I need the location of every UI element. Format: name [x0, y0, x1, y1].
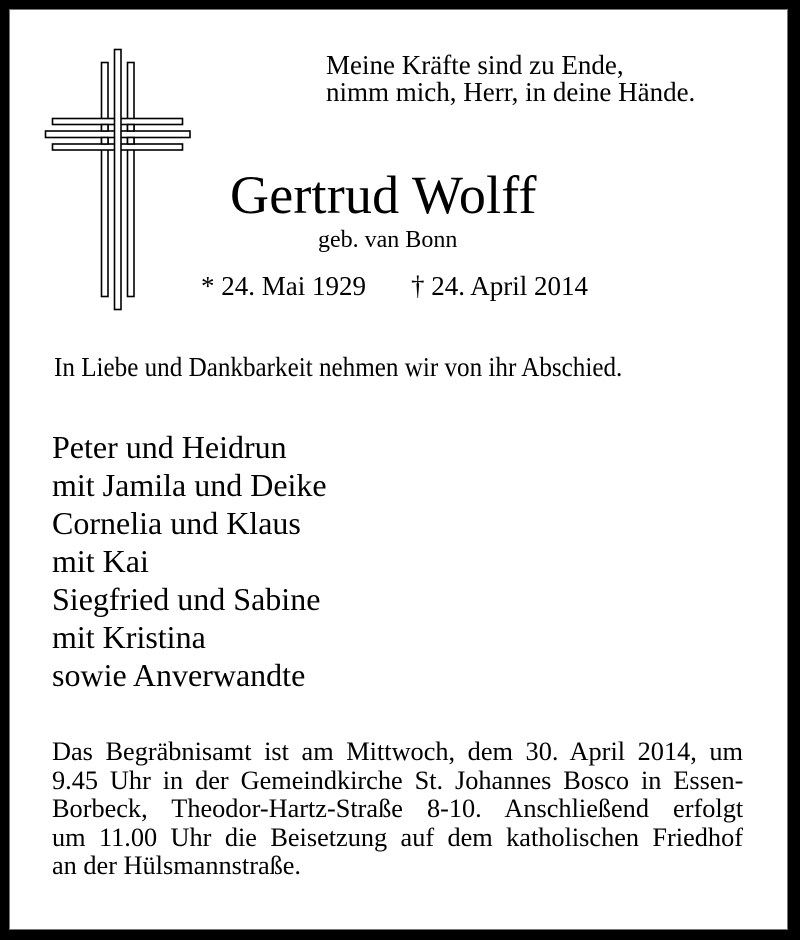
mourner-line: Siegfried und Sabine — [52, 581, 321, 617]
mourner-line: mit Kai — [52, 543, 149, 579]
verse-line: nimm mich, Herr, in deine Hände. — [326, 77, 696, 107]
verse — [326, 52, 695, 106]
service-line: an der Hülsmannstraße. — [52, 851, 302, 880]
service-line: um 11.00 Uhr die Beisetzung auf dem katholischen Friedhof — [52, 822, 743, 852]
mourners-list — [52, 428, 327, 694]
farewell-text: In Liebe und Dankbarkeit nehmen wir von ihr Abschied. — [54, 352, 623, 382]
funeral-service-info — [52, 738, 743, 881]
birth-date: * 24. Mai 1929 — [201, 271, 366, 301]
mourner-line: Peter und Heidrun — [52, 429, 287, 465]
mourner-line: mit Jamila und Deike — [52, 467, 327, 503]
service-line: 9.45 Uhr in der Gemeindkirche St. Johannes Bosco in Essen- — [52, 765, 744, 795]
service-line: Borbeck, Theodor-Hartz-Straße 8-10. Anschließend erfolgt — [52, 794, 744, 823]
mourner-line: sowie Anverwandte — [52, 657, 306, 693]
death-date: † 24. April 2014 — [411, 271, 589, 301]
mourner-line: Cornelia und Klaus — [52, 505, 301, 541]
deceased-name: Gertrud Wolff — [230, 165, 537, 225]
mourner-line: mit Kristina — [52, 619, 206, 655]
verse-line: Meine Kräfte sind zu Ende, — [326, 50, 624, 80]
service-line: Das Begräbnisamt ist am Mittwoch, dem 30. April 2014, um — [52, 737, 743, 766]
maiden-name: geb. van Bonn — [318, 227, 458, 253]
